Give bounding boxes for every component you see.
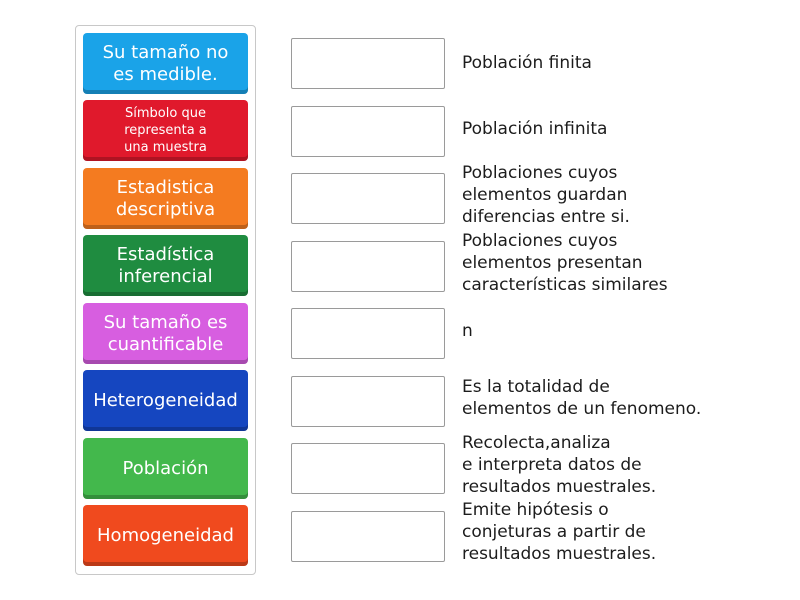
drop-slot-5[interactable] [291, 308, 445, 359]
drop-slot-3[interactable] [291, 173, 445, 224]
answer-tile-heterogeneidad[interactable]: Heterogeneidad [83, 370, 248, 431]
description-6: Es la totalidad de elementos de un fenomeno. [462, 377, 702, 419]
answer-tile-homogeneidad[interactable]: Homogeneidad [83, 505, 248, 566]
drop-slot-4[interactable] [291, 241, 445, 292]
description-4: Poblaciones cuyos elementos presentan características similares [462, 231, 668, 295]
answer-tile-su-tamano-es-cuantificable[interactable]: Su tamaño es cuantificable [83, 303, 248, 364]
answer-tile-su-tamano-no-es-medible[interactable]: Su tamaño no es medible. [83, 33, 248, 94]
description-2: Población infinita [462, 119, 608, 139]
answer-tile-simbolo-muestra[interactable]: Símbolo que representa a una muestra [83, 100, 248, 161]
answer-tile-poblacion[interactable]: Población [83, 438, 248, 499]
description-7: Recolecta,analiza e interpreta datos de resultados muestrales. [462, 433, 657, 497]
description-1: Población finita [462, 53, 592, 73]
answer-tile-estadistica-descriptiva[interactable]: Estadistica descriptiva [83, 168, 248, 229]
drop-slot-8[interactable] [291, 511, 445, 562]
description-5: n [462, 321, 473, 341]
answer-tile-estadistica-inferencial[interactable]: Estadística inferencial [83, 235, 248, 296]
drop-slot-6[interactable] [291, 376, 445, 427]
drop-slot-1[interactable] [291, 38, 445, 89]
drop-slot-7[interactable] [291, 443, 445, 494]
description-3: Poblaciones cuyos elementos guardan diferencias entre si. [462, 163, 630, 227]
description-8: Emite hipótesis o conjeturas a partir de resultados muestrales. [462, 500, 657, 564]
drop-slot-2[interactable] [291, 106, 445, 157]
